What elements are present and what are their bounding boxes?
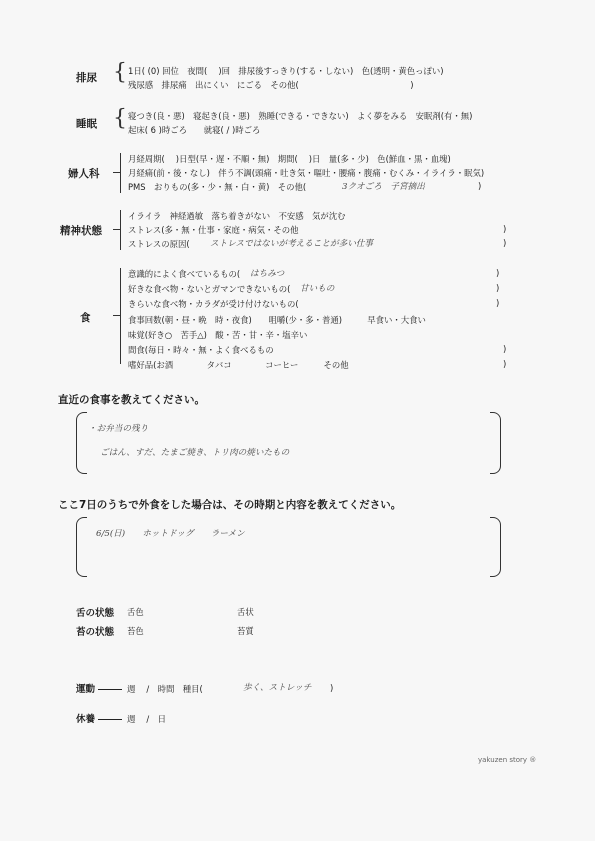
recent-meal-bracket-left	[76, 412, 87, 474]
food-line-1: 意識的によく食べているもの(	[128, 269, 241, 279]
urine-brace: {	[113, 60, 127, 85]
tongue-color-label: 舌色	[127, 607, 144, 617]
food-line-2: 好きな食べ物・ないとガマンできないもの(	[128, 284, 291, 294]
recent-meal-bracket-right	[490, 412, 501, 474]
food-line-3: きらいな食べ物・カラダが受け付けないもの(	[128, 299, 299, 309]
eat-out-handwritten: 6/5(日) ホットドッグ ラーメン	[96, 529, 245, 539]
recent-meal-heading: 直近の食事を教えてください。	[58, 394, 205, 406]
mental-line-1: イライラ 神経過敏 落ち着きがない 不安感 気が沈む	[128, 211, 346, 221]
food-line-4: 食事回数(朝・昼・晩 時・夜食) 咀嚼(少・多・普通) 早食い・大食い	[128, 315, 426, 325]
urine-line-1: 1日( (0) 回位 夜間( )回 排尿後すっきり(する・しない) 色(透明・黄色っぽい)	[128, 66, 444, 76]
coat-quality-label: 苔質	[237, 626, 254, 636]
exercise-label: 運動	[76, 681, 122, 695]
section-urine-title: 排尿	[76, 72, 97, 84]
sleep-line-1: 寝つき(良・悪) 寝起き(良・悪) 熟睡(できる・できない) よく夢をみる 安眠剤(有・無)	[128, 111, 473, 121]
section-mental-title: 精神状態	[60, 225, 102, 237]
food-line-6: 間食(毎日・時々・無・よく食べるもの	[128, 345, 274, 355]
food-line-5: 味覚(好き○ 苦手△) 酸・苦・甘・辛・塩辛い	[128, 330, 308, 340]
exercise-text: 週 / 時間 種目(	[127, 684, 203, 694]
recent-meal-handwritten-1: ・お弁当の残り	[88, 424, 149, 434]
food-line-1-close: )	[496, 268, 500, 278]
eat-out-bracket-right	[490, 517, 501, 577]
mental-line-2-close: )	[503, 224, 507, 234]
section-sleep-title: 睡眠	[76, 118, 97, 130]
rest-text: 週 / 日	[127, 714, 166, 724]
gynecology-line-2: 月経痛(前・後・なし) 伴う不調(頭痛・吐き気・嘔吐・腰痛・腹痛・むくみ・イライラ・眠気)	[128, 168, 485, 178]
recent-meal-handwritten-2: ごはん、すだ、たまご焼き、トリ肉の焼いたもの	[100, 448, 290, 458]
food-line-7: 嗜好品(お酒 タバコ コーヒー その他	[128, 360, 349, 370]
food-line-1-handwritten: はちみつ	[250, 269, 285, 279]
mental-line-3: ストレスの原因(	[128, 239, 190, 249]
coat-color-label: 苔色	[127, 626, 144, 636]
footer-brand: yakuzen story ®	[478, 756, 537, 764]
rest-label: 休養	[76, 711, 122, 725]
food-line-2-handwritten: 甘いもの	[300, 284, 335, 294]
food-brace	[120, 268, 127, 364]
sleep-line-2: 起床( 6 )時ごろ 就寝( / )時ごろ	[128, 125, 261, 135]
tongue-shape-label: 舌の状態	[76, 608, 115, 619]
mental-line-2: ストレス(多・無・仕事・家庭・病気・その他	[128, 225, 299, 235]
exercise-handwritten: 歩く、ストレッチ	[243, 683, 312, 693]
eat-out-bracket-left	[76, 517, 87, 577]
gynecology-line-1: 月経周期( )日型(早・遅・不順・無) 期間( )日 量(多・少) 色(鮮血・黒・血塊)	[128, 154, 451, 164]
exercise-close-paren: )	[330, 683, 334, 693]
section-food-title: 食	[80, 312, 91, 324]
sleep-brace: {	[113, 106, 127, 131]
eat-out-heading: ここ7日のうちで外食をした場合は、その時期と内容を教えてください。	[58, 499, 402, 511]
food-line-3-close: )	[496, 298, 500, 308]
urine-line-2: 残尿感 排尿痛 出にくい にごる その他( )	[128, 80, 414, 90]
gynecology-brace	[120, 153, 127, 193]
mental-brace	[120, 210, 127, 250]
tongue-form-label: 舌状	[237, 607, 254, 617]
gynecology-close-paren: )	[478, 181, 482, 191]
gynecology-handwritten-note: 3クオごろ 子宮摘出	[342, 182, 425, 192]
gynecology-line-3: PMS おりもの(多・少・無・白・黄) その他(	[128, 182, 307, 192]
food-line-2-close: )	[496, 283, 500, 293]
food-line-7-close: )	[503, 359, 507, 369]
section-gynecology-title: 婦人科	[68, 168, 100, 180]
food-line-6-close: )	[503, 344, 507, 354]
mental-handwritten-note: ストレスではないが考えることが多い仕事	[210, 239, 374, 249]
coat-state-label: 苔の状態	[76, 627, 115, 638]
mental-line-3-close: )	[503, 238, 507, 248]
